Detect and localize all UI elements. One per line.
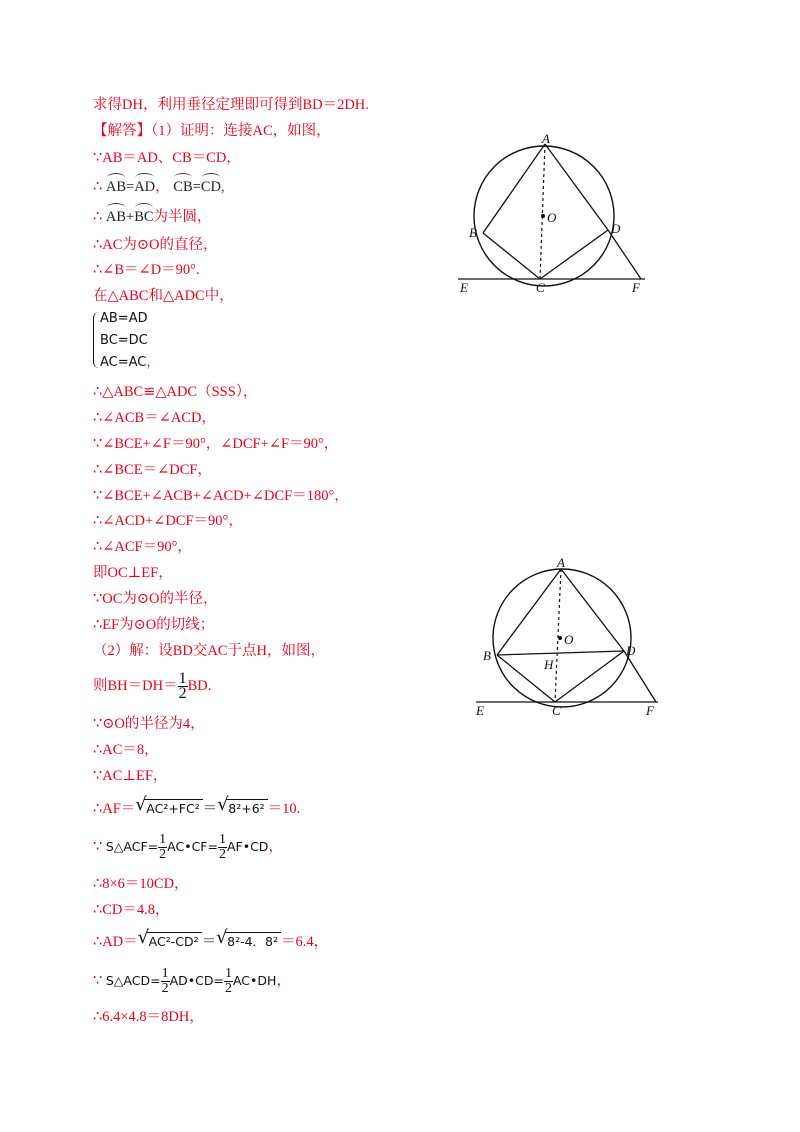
sqrt-8-48: √ 8²-4．8² bbox=[216, 930, 281, 954]
text-line-14: ∴∠ACD+∠DCF＝90°， bbox=[93, 513, 243, 529]
text-line-6: ∴AC为⊙O的直径， bbox=[93, 237, 218, 253]
text-line-19: （2）解：设BD交AC于点H，如图， bbox=[93, 643, 326, 659]
fraction-one-half: $\frac{1}{2}$ bbox=[178, 670, 187, 703]
label-a: A bbox=[542, 131, 550, 146]
fraction-half: $\frac{1}{2}$ bbox=[161, 966, 169, 997]
area-acf: S△ACF bbox=[105, 839, 148, 854]
text-line-29: ∵ S△ACD= $\frac{1}{2}$ AD•CD= $\frac{1}{2}$ AC•DH， bbox=[93, 966, 291, 997]
text-line-17: ∵OC为⊙O的半径， bbox=[93, 591, 218, 607]
text-line-16: 即OC⊥EF， bbox=[93, 565, 173, 581]
arc-ab: AB bbox=[105, 209, 127, 225]
text-line-2 bbox=[93, 122, 331, 140]
segment-ac-dashed bbox=[555, 569, 561, 702]
label-a: A bbox=[557, 555, 565, 570]
segment-bd bbox=[497, 651, 624, 655]
arc-cd: CD bbox=[200, 179, 221, 195]
text-line-20: 则BH＝DH＝ $\frac{1}{2}$ BD. bbox=[93, 670, 212, 703]
text-line-27: ∴CD＝4.8， bbox=[93, 902, 170, 918]
text-line-1: 求得DH，利用垂径定理即可得到BD＝2DH. bbox=[93, 97, 369, 113]
system-row-1: AB=AD bbox=[100, 311, 148, 326]
area-acd: S△ACD bbox=[105, 973, 151, 988]
segment-ab bbox=[497, 569, 561, 655]
label-d: D bbox=[611, 221, 621, 236]
text-line-28: ∴AD＝ √ AC²-CD² ＝ √ 8²-4．8² ＝6.4， bbox=[93, 930, 328, 954]
fraction-half: $\frac{1}{2}$ bbox=[224, 966, 232, 997]
text-line-23: ∵AC⊥EF， bbox=[93, 768, 168, 784]
label-c: C bbox=[536, 280, 545, 295]
text-line-30: ∴6.4×4.8＝8DH， bbox=[93, 1009, 204, 1025]
equals-sign: = bbox=[126, 179, 135, 195]
sqrt-ac2-fc2: √ AC²+FC² bbox=[135, 797, 202, 821]
equation-system bbox=[93, 308, 159, 374]
text-line-11: ∵∠BCE+∠F＝90°，∠DCF+∠F＝90°， bbox=[93, 436, 339, 452]
therefore-symbol: ∴ bbox=[93, 209, 103, 225]
text-line-22: ∴AC＝8， bbox=[93, 742, 159, 758]
text-line-12: ∴∠BCE＝∠DCF， bbox=[93, 462, 212, 478]
text-line-10: ∴∠ACB＝∠ACD， bbox=[93, 410, 216, 426]
text-line-4: ∴ AB=AD， CB=CD, bbox=[93, 179, 225, 195]
center-point-o bbox=[541, 214, 545, 218]
geometry-figure-1 bbox=[450, 130, 660, 300]
text-line-24: ∴AF＝ √ AC²+FC² ＝ √ 8²+6² ＝10. bbox=[93, 797, 300, 821]
sqrt-ac2-cd2: √ AC²-CD² bbox=[138, 930, 202, 954]
segment-ac-dashed bbox=[540, 144, 545, 279]
system-row-3: AC=AC， bbox=[100, 355, 160, 370]
sqrt-8-6: √ 8²+6² bbox=[217, 797, 267, 821]
label-h: H bbox=[544, 657, 554, 672]
segment-ab bbox=[483, 144, 545, 233]
label-c: C bbox=[552, 703, 561, 718]
semicircle-text: 为半圆， bbox=[153, 209, 212, 225]
arc-ad: AD bbox=[134, 179, 156, 195]
left-brace bbox=[93, 312, 100, 368]
arc-cb: CB bbox=[173, 179, 193, 195]
arc-bc: BC bbox=[134, 209, 154, 225]
label-b: B bbox=[469, 225, 477, 240]
text-line-3: ∵AB＝AD、CB＝CD， bbox=[93, 150, 241, 166]
text-line-5: ∴ AB+BC为半圆， bbox=[93, 209, 212, 225]
label-o: O bbox=[547, 210, 557, 225]
text-line-9: ∴△ABC≌△ADC（SSS）， bbox=[93, 384, 258, 400]
segment-df bbox=[624, 651, 656, 702]
geometry-figure-2 bbox=[468, 554, 678, 724]
fraction-half: $\frac{1}{2}$ bbox=[218, 832, 226, 863]
text-line-8: 在△ABC和△ADC中， bbox=[93, 288, 234, 304]
label-e: E bbox=[460, 280, 468, 295]
answer-tag: 【解答】 bbox=[93, 123, 151, 139]
text-line-26: ∴8×6＝10CD， bbox=[93, 876, 189, 892]
segment-dc bbox=[540, 230, 608, 279]
text-line-21: ∵⊙O的半径为4， bbox=[93, 716, 205, 732]
center-point-o bbox=[558, 636, 562, 640]
text-line-18: ∴EF为⊙O的切线； bbox=[93, 617, 215, 633]
segment-bc bbox=[483, 233, 540, 279]
label-d: D bbox=[626, 643, 636, 658]
segment-df bbox=[608, 230, 641, 279]
label-e: E bbox=[476, 703, 484, 718]
label-b: B bbox=[483, 648, 491, 663]
fraction-half: $\frac{1}{2}$ bbox=[159, 832, 167, 863]
system-row-2: BC=DC bbox=[100, 333, 148, 348]
label-o: O bbox=[564, 632, 574, 647]
text-line-13: ∵∠BCE+∠ACB+∠ACD+∠DCF＝180°， bbox=[93, 488, 349, 504]
arc-ab: AB bbox=[105, 179, 127, 195]
text-line-7: ∴∠B＝∠D＝90°. bbox=[93, 262, 200, 278]
segment-dc bbox=[555, 651, 624, 702]
label-f: F bbox=[632, 280, 640, 295]
therefore-symbol: ∴ bbox=[93, 179, 103, 195]
equals-sign: = bbox=[192, 179, 201, 195]
label-f: F bbox=[646, 703, 654, 718]
part1-heading: （1）证明：连接AC，如图， bbox=[151, 123, 331, 139]
text-line-25: ∵ S△ACF= $\frac{1}{2}$ AC•CF= $\frac{1}{2}$ AF•CD， bbox=[93, 832, 283, 863]
text-line-15: ∴∠ACF＝90°， bbox=[93, 539, 192, 555]
